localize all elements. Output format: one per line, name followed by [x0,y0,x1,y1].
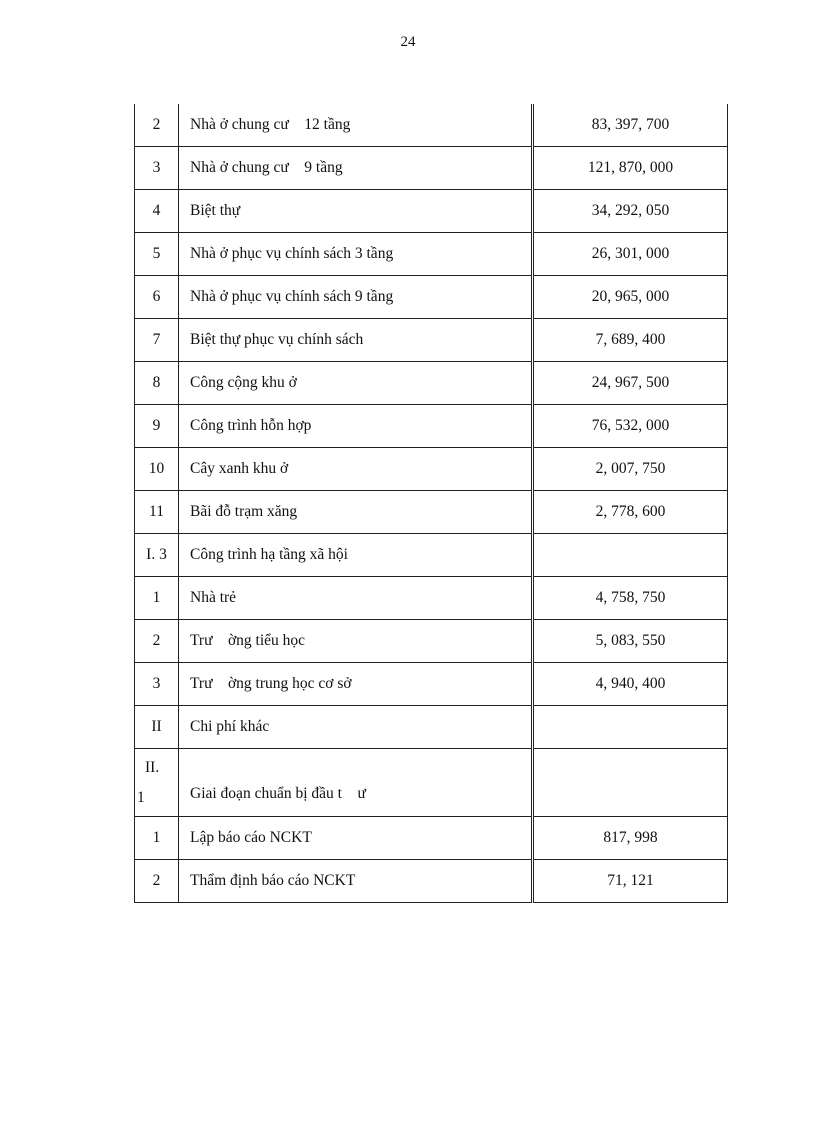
table-row [135,448,728,491]
table-row [135,534,728,577]
row-number: 1 [135,817,179,860]
table-row [135,190,728,233]
row-value [533,749,728,817]
row-value: 2, 007, 750 [533,448,728,491]
row-number: 4 [135,190,179,233]
row-number: 1 [135,577,179,620]
row-value: 26, 301, 000 [533,233,728,276]
row-item-label: Giai đoạn chuẩn bị đầu t ư [190,784,366,802]
row-value: 20, 965, 000 [533,276,728,319]
row-item: Công trình hạ tầng xã hội [179,534,533,577]
table-row [135,577,728,620]
row-number [135,749,179,817]
row-item: Trư ờng tiểu học [179,620,533,663]
row-number: 9 [135,405,179,448]
row-number: 10 [135,448,179,491]
row-value: 7, 689, 400 [533,319,728,362]
row-number: 3 [135,663,179,706]
row-number: 3 [135,147,179,190]
row-item: Nhà ở phục vụ chính sách 9 tầng [179,276,533,319]
row-value: 71, 121 [533,860,728,903]
row-value: 34, 292, 050 [533,190,728,233]
row-item: Nhà ở chung cư 9 tầng [179,147,533,190]
table-row [135,860,728,903]
row-number: 8 [135,362,179,405]
row-value: 5, 083, 550 [533,620,728,663]
cost-table [134,104,728,903]
row-number: 11 [135,491,179,534]
table-row [135,104,728,147]
row-number: 2 [135,620,179,663]
row-item: Bãi đỗ trạm xăng [179,491,533,534]
row-item: Chi phí khác [179,706,533,749]
row-value: 4, 758, 750 [533,577,728,620]
table-row [135,319,728,362]
table-row [135,817,728,860]
row-value: 121, 870, 000 [533,147,728,190]
row-item [179,749,533,817]
row-item: Nhà ở phục vụ chính sách 3 tầng [179,233,533,276]
row-value: 4, 940, 400 [533,663,728,706]
row-number: 7 [135,319,179,362]
row-value: 817, 998 [533,817,728,860]
row-number: 2 [135,104,179,147]
table-row [135,663,728,706]
table-row [135,147,728,190]
row-item: Công cộng khu ở [179,362,533,405]
table-row [135,749,728,817]
row-number: 6 [135,276,179,319]
row-number-line1: II. [145,758,160,776]
row-value [533,534,728,577]
row-item: Biệt thự phục vụ chính sách [179,319,533,362]
row-value: 83, 397, 700 [533,104,728,147]
page-number: 24 [400,34,416,50]
table-row [135,706,728,749]
row-item: Nhà ở chung cư 12 tầng [179,104,533,147]
row-item: Thẩm định báo cáo NCKT [179,860,533,903]
table-row [135,405,728,448]
row-item: Biệt thự [179,190,533,233]
row-value: 24, 967, 500 [533,362,728,405]
table-row [135,276,728,319]
row-value: 2, 778, 600 [533,491,728,534]
row-number: II [135,706,179,749]
row-item: Lập báo cáo NCKT [179,817,533,860]
table-row [135,620,728,663]
row-item: Trư ờng trung học cơ sở [179,663,533,706]
row-number: 5 [135,233,179,276]
row-value: 76, 532, 000 [533,405,728,448]
row-value [533,706,728,749]
row-item: Nhà trẻ [179,577,533,620]
row-number: I. 3 [135,534,179,577]
row-item: Công trình hỗn hợp [179,405,533,448]
row-number-line2: 1 [137,788,145,806]
table-row [135,491,728,534]
row-number: 2 [135,860,179,903]
row-item: Cây xanh khu ở [179,448,533,491]
table-row [135,362,728,405]
table-row [135,233,728,276]
